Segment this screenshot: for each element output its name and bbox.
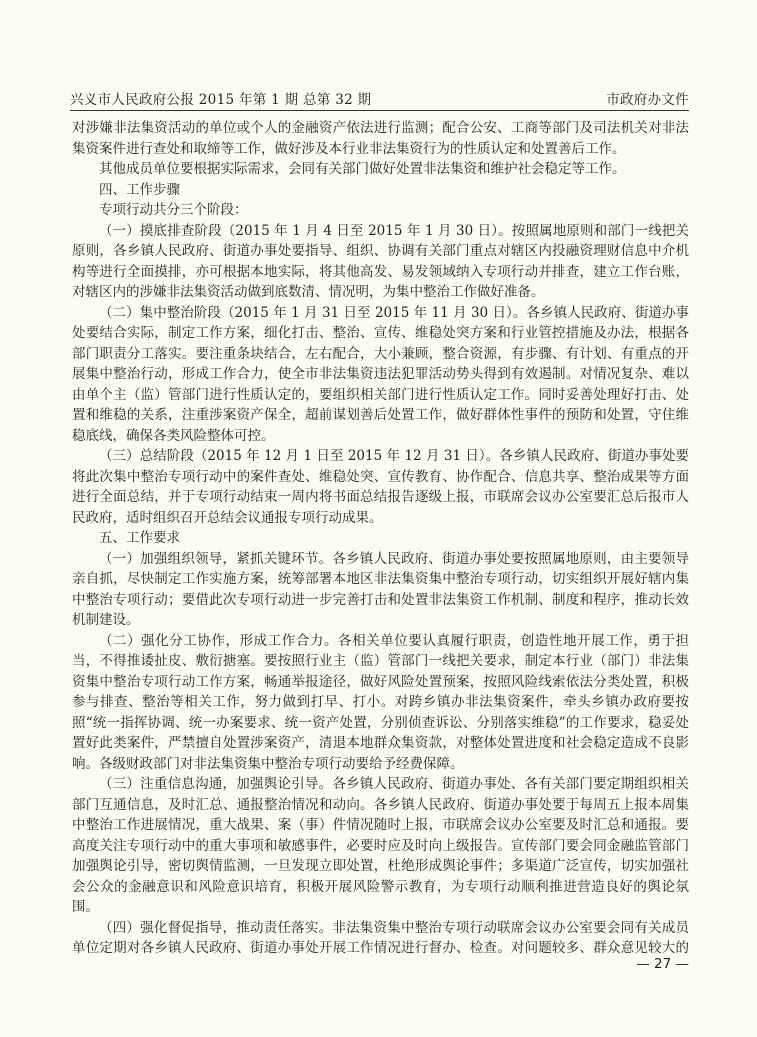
body-paragraph: （三）注重信息沟通，加强舆论引导。各乡镇人民政府、街道办事处、各有关部门要定期组织相关部门互通信息，及时汇总、通报整治情况和动向。各乡镇人民政府、街道办事处要于每周五上报本周集中整治工作进展情况，重大战果、案（事）件情况随时上报，市联席会议办公室要及时汇总和通报。要高度关注专项行动中的重大事项和敏感事件，必要时应及时向上级报告。宣传部门要会同金融监管部门加强舆论引导，密切舆情监测，一旦发现立即处置，杜绝形成舆论事件；多渠道广泛宣传，切实加强社会公众的金融意识和风险意识培育，积极开展风险警示教育，为专项行动顺利推进营造良好的舆论氛围。 (72, 776, 689, 915)
body-paragraph: （一）摸底排查阶段（2015 年 1 月 4 日至 2015 年 1 月 30 日）。按照属地原则和部门一线把关原则，各乡镇人民政府、街道办事处要指导、组织、协调有关部门重点对辖区内投融资理财信息中介机构等进行全面摸排，亦可根据本地实际，将其他高发、易发领域纳入专项行动并排查，建立工作台账，对辖区内的涉嫌非法集资活动做到底数清、情况明，为集中整治工作做好准备。 (72, 222, 689, 300)
journal-issue: 兴义市人民政府公报 2015 年第 1 期 总第 32 期 (70, 92, 372, 108)
document-body (72, 118, 689, 957)
body-paragraph: 专项行动共分三个阶段： (99, 202, 248, 218)
body-paragraph: （二）集中整治阶段（2015 年 1 月 31 日至 2015 年 11 月 30 日）。各乡镇人民政府、街道办事处要结合实际，制定工作方案，细化打击、整治、宣传、维稳处突方案和行业管控措施及办法，根据各部门职责分工落实。要注重条块结合，左右配合，大小兼顾，整合资源，有步骤、有计划、有重点的开展集中整治行动，形成工作合力，使全市非法集资违法犯罪活动势头得到有效遏制。对情况复杂、难以由单个主（监）管部门进行性质认定的，要组织相关部门进行性质认定工作。同时妥善处理好打击、处置和维稳的关系，注重涉案资产保全，超前谋划善后处置工作，做好群体性事件的预防和处置，守住维稳底线，确保各类风险整体可控。 (72, 304, 689, 444)
body-paragraph: （三）总结阶段（2015 年 12 月 1 日至 2015 年 12 月 31 日）。各乡镇人民政府、街道办事处要将此次集中整治专项行动中的案件查处、维稳处突、宣传教育、协作配合、信息共享、整治成果等方面进行全面总结，并于专项行动结束一周内将书面总结报告逐级上报，市联席会议办公室要汇总后报市人民政府，适时组织召开总结会议通报专项行动成果。 (72, 448, 689, 526)
body-paragraph: （二）强化分工协作，形成工作合力。各相关单位要认真履行职责，创造性地开展工作，勇于担当，不得推诿扯皮、敷衍搪塞。要按照行业主（监）管部门一线把关要求，制定本行业（部门）非法集资集中整治专项行动工作方案，畅通举报途径，做好风险处置预案，按照风险线索依法分类处置，积极参与排查、整治等相关工作，努力做到打早、打小。对跨乡镇办非法集资案件，牵头乡镇办政府要按照“统一指挥协调、统一办案要求、统一资产处置，分别侦查诉讼、分别落实维稳”的工作要求，稳妥处置好此类案件，严禁擅自处置涉案资产，清退本地群众集资款，对整体处置进度和社会稳定造成不良影响。各级财政部门对非法集资集中整治专项行动要给予经费保障。 (72, 632, 689, 772)
running-header (70, 88, 689, 108)
section-heading: 五、工作要求 (99, 530, 180, 546)
body-paragraph: （一）加强组织领导，紧抓关键环节。各乡镇人民政府、街道办事处要按照属地原则，由主要领导亲自抓，尽快制定工作实施方案，统筹部署本地区非法集资集中整治专项行动，切实组织开展好辖内集中整治专项行动；要借此次专项行动进一步完善打击和处置非法集资工作机制、制度和程序，推动长效机制建设。 (72, 550, 689, 628)
section-heading: 四、工作步骤 (99, 181, 180, 198)
section-title: 市政府办文件 (606, 92, 689, 108)
header-rule (70, 110, 689, 111)
body-paragraph: 对涉嫌非法集资活动的单位或个人的金融资产依法进行监测；配合公安、工商等部门及司法机关对非法集资案件进行查处和取缔等工作，做好涉及本行业非法集资行为的性质认定和处置善后工作。 (72, 120, 689, 157)
page-number: — 27 — (636, 956, 689, 972)
body-paragraph: 其他成员单位要根据实际需求，会同有关部门做好处置非法集资和维护社会稳定等工作。 (99, 161, 626, 177)
body-paragraph: （四）强化督促指导，推动责任落实。非法集资集中整治专项行动联席会议办公室要会同有关成员单位定期对各乡镇人民政府、街道办事处开展工作情况进行督办、检查。对问题较多、群众意见较大的 (72, 919, 689, 956)
